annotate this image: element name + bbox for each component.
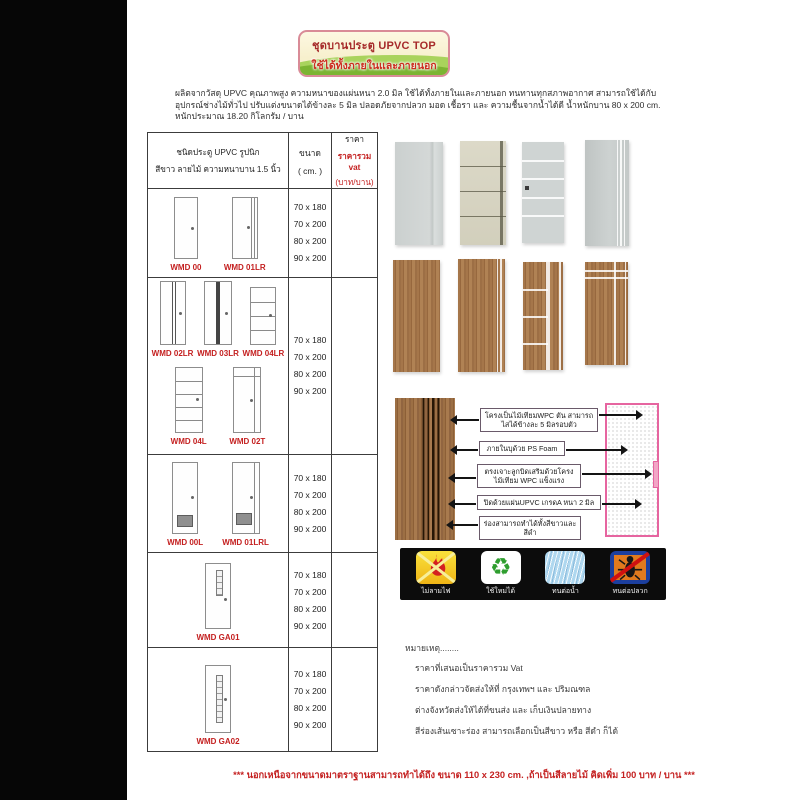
door-drawing-wmd-04lr (250, 287, 276, 345)
model-wmd-02t (229, 367, 265, 451)
header-price-line3: (บาท/บาน) (335, 177, 374, 187)
door-handle-dot (225, 312, 228, 315)
door-photo-line (523, 316, 548, 318)
door-photo-white-grooved (460, 141, 506, 245)
arrow-right-icon (582, 473, 650, 475)
door-drawing-wmd-ga02 (205, 665, 231, 733)
model-label: WMD 02T (229, 436, 266, 446)
door-groove-line (176, 394, 202, 395)
door-drawing-wmd-00l (172, 462, 198, 534)
door-photo-line (497, 259, 499, 372)
size-option: 70 x 180 (293, 202, 327, 213)
left-black-strip (0, 0, 127, 800)
door-handle-dot (191, 227, 194, 230)
arrow-left-icon (450, 503, 476, 505)
door-handle-dot (196, 398, 199, 401)
door-handle-dot (224, 698, 227, 701)
door-groove-line (251, 198, 252, 258)
door-drawing-wmd-01lrl (232, 462, 260, 534)
water-resistant-icon (545, 551, 585, 584)
door-groove-line (254, 368, 255, 432)
door-photo-line (625, 262, 627, 365)
price-cell-empty (332, 648, 377, 751)
door-photo-wood-vlines (458, 259, 505, 372)
door-photo-line (559, 262, 561, 370)
door-photo-wood-plain (393, 260, 440, 372)
door-handle-dot (250, 399, 253, 402)
table-row (148, 553, 377, 649)
door-drawing-wmd-ga01 (205, 563, 231, 629)
door-groove-line (234, 376, 260, 377)
notes-title: หมายเหตุ........ (405, 643, 459, 653)
size-option: 70 x 180 (293, 472, 327, 483)
door-photo-handle (525, 186, 529, 190)
model-label: WMD 04L (170, 436, 207, 446)
note-line: ราคาดังกล่าวจัดส่งให้ที่ กรุงเทพฯ และ ปริมณฑล (415, 684, 591, 694)
feature-badges-bar (400, 548, 666, 600)
badge-recycle (472, 551, 530, 597)
size-option: 80 x 200 (293, 603, 327, 614)
header-size-line2: ( cm. ) (297, 165, 323, 176)
door-photo-line (620, 140, 622, 246)
size-list (289, 189, 332, 277)
arrow-left-icon (448, 524, 478, 526)
model-wmd-02lr (152, 281, 194, 363)
size-list (289, 648, 332, 751)
model-wmd-03lr (197, 281, 239, 363)
door-groove-stripe (216, 282, 220, 344)
note-line: ต่างจังหวัดส่งให้ได้ที่ขนส่ง และ เก็บเงินปลายทาง (415, 705, 592, 715)
door-groove-line (172, 282, 173, 344)
model-label: WMD 02LR (151, 349, 194, 359)
header-size-line1: ขนาด (299, 147, 321, 158)
table-row (148, 648, 377, 751)
door-groove-line (176, 407, 202, 408)
door-vent-panel (236, 513, 252, 525)
title-banner (298, 30, 450, 77)
door-photo-line (500, 141, 503, 245)
table-row (148, 455, 377, 553)
door-photo-line (617, 140, 619, 246)
footer-note: *** นอกเหนือจากขนาดมาตราฐานสามารถทำได้ถึง ขนาด 110 x 230 cm. ,ถ้าเป็นสีลายไม้ คิดเพิ่ม 100 บาท / บาน *** (233, 770, 695, 780)
badge-label: ไม่ลามไฟ (421, 588, 451, 595)
door-photo-line (523, 343, 548, 345)
size-option: 80 x 200 (293, 236, 327, 247)
callout-knob-reinforce: ตรงเจาะลูกบิดเสริมด้วยโครงไม้เทียม WPC แข็งแรง (477, 464, 581, 488)
door-handle-dot (247, 226, 250, 229)
door-glass-strip (216, 570, 223, 596)
model-wmd-01lr (224, 197, 266, 277)
header-product-line2: สีขาว ลายไม้ ความหนาบาน 1.5 นิ้ว (155, 164, 281, 174)
arrow-left-icon (452, 419, 479, 421)
badge-label: ทนต่อปลวก (612, 588, 648, 595)
door-groove-line (254, 198, 255, 258)
model-wmd-00 (170, 197, 201, 277)
header-price (332, 133, 377, 188)
arrow-left-icon (452, 449, 478, 451)
size-option: 90 x 200 (293, 620, 327, 631)
model-label: WMD GA01 (196, 633, 240, 643)
banner-title: ชุดบานประตู UPVC TOP (312, 40, 436, 52)
model-wmd-04lr (243, 287, 285, 363)
model-label: WMD 00L (167, 537, 204, 547)
door-drawing-wmd-04l (175, 367, 203, 433)
no-flame-icon (416, 551, 456, 584)
price-cell-empty (332, 455, 377, 552)
size-option: 70 x 180 (293, 569, 327, 580)
door-photo-line (614, 262, 616, 365)
door-drawing-wmd-03lr (204, 281, 232, 345)
door-photo-line (522, 197, 564, 199)
door-groove-line (176, 420, 202, 421)
callout-upvc-sheet: ปิดด้วยแผ่นUPVC เกรดA หนา 2 มิล (477, 495, 601, 510)
table-row (148, 278, 377, 455)
door-photo-white-lined (522, 142, 564, 243)
model-wmd-00l (167, 462, 203, 552)
size-option: 70 x 200 (293, 219, 327, 230)
door-vent-panel (177, 515, 193, 527)
size-option: 90 x 200 (293, 720, 327, 731)
callout-groove-colors: ร่องสามารถทำได้ทั้งสีขาวและสีดำ (479, 516, 581, 540)
callout-wpc-frame: โครงเป็นไม้เทียมWPC ตัน สามารถไสได้ข้างละ 5 มิลรอบตัว (480, 408, 598, 432)
header-price-line2: ราคารวม vat (337, 151, 372, 172)
recycle-icon: ♻ (481, 551, 521, 584)
door-drawing-wmd-02lr (160, 281, 186, 345)
size-list (289, 553, 332, 648)
arrow-left-icon (450, 477, 476, 479)
product-table (147, 132, 378, 752)
size-option: 90 x 200 (293, 523, 327, 534)
door-photo-line (522, 160, 564, 162)
door-photo-line (585, 277, 628, 279)
notes-section (405, 641, 675, 745)
door-photo-line (548, 262, 550, 370)
price-cell-empty (332, 553, 377, 648)
badge-label: ทนต่อน้ำ (551, 588, 579, 595)
arrow-right-icon (599, 414, 641, 416)
callout-ps-foam: ภายในบุด้วย PS Foam (479, 441, 565, 456)
table-header-row (148, 133, 377, 189)
size-option: 90 x 200 (293, 386, 327, 397)
size-option: 70 x 200 (293, 352, 327, 363)
model-wmd-ga02 (196, 665, 239, 751)
size-list (289, 278, 332, 454)
header-size (289, 133, 332, 188)
badge-water-resistant (536, 551, 594, 597)
price-cell-empty (332, 189, 377, 277)
model-label: WMD 04LR (242, 349, 285, 359)
door-photo-line (624, 140, 626, 246)
size-option: 80 x 200 (293, 506, 327, 517)
door-glass-strip (216, 675, 223, 723)
table-row (148, 189, 377, 278)
model-label: WMD 00 (170, 262, 202, 272)
header-price-line1: ราคา (344, 134, 365, 144)
arrow-right-icon (566, 449, 626, 451)
door-groove-line (251, 316, 275, 317)
door-groove-line (175, 282, 176, 344)
model-wmd-04l (171, 367, 207, 451)
size-option: 70 x 200 (293, 586, 327, 597)
model-wmd-01lrl (222, 462, 269, 552)
door-photo-wood-grid (523, 262, 563, 370)
size-option: 70 x 180 (293, 335, 327, 346)
size-option: 70 x 200 (293, 686, 327, 697)
door-drawing-wmd-02t (233, 367, 261, 433)
model-label: WMD 01LR (223, 262, 266, 272)
door-handle-dot (250, 496, 253, 499)
size-option: 80 x 200 (293, 703, 327, 714)
size-option: 90 x 200 (293, 253, 327, 264)
door-photo-white-plain (395, 142, 443, 245)
model-label: WMD 01LRL (222, 537, 269, 547)
size-list (289, 455, 332, 552)
note-line: ราคาที่เสนอเป็นราคารวม Vat (415, 663, 523, 673)
door-groove-line (251, 302, 275, 303)
door-groove-line (254, 463, 255, 533)
door-drawing-wmd-00 (174, 197, 198, 259)
badge-label: ใช้ใหม่ได้ (486, 588, 516, 595)
note-line: สีร่องเส้นเซาะร่อง สามารถเลือกเป็นสีขาว หรือ สีดำ ก็ได้ (415, 726, 618, 736)
door-drawing-wmd-01lr (232, 197, 258, 259)
banner-subtitle: ใช้ได้ทั้งภายในและภายนอก (311, 60, 437, 72)
door-photo-white-vlines (585, 140, 629, 246)
arrow-right-icon (602, 503, 640, 505)
price-cell-empty (332, 278, 377, 454)
size-option: 80 x 200 (293, 369, 327, 380)
door-groove-line (251, 330, 275, 331)
door-photo-line (523, 289, 548, 291)
header-product-type (148, 133, 289, 188)
badge-termite-proof (601, 551, 659, 597)
door-handle-dot (191, 496, 194, 499)
badge-no-flame (407, 551, 465, 597)
model-label: WMD 03LR (197, 349, 239, 359)
door-groove-line (176, 381, 202, 382)
door-photo-line (522, 178, 564, 180)
size-option: 70 x 180 (293, 669, 327, 680)
header-product-line1: ชนิดประตู UPVC รูปนิก (176, 147, 260, 157)
size-option: 70 x 200 (293, 489, 327, 500)
door-handle-dot (179, 312, 182, 315)
door-photo-line (522, 215, 564, 217)
door-photo-line (585, 270, 628, 272)
product-description: ผลิตจากวัสดุ UPVC คุณภาพสูง ความหนาของแผ่นหนา 2.0 มิล ใช้ได้ทั้งภายในและภายนอก ทนทานทุกสภาพอากาศ สามารถใช้ได้กับอุปกรณ์ช่างไม้ทั่วไป ปรับแต่งขนาดได้ข้างละ 5 มิล ปลอดภัยจากปลวก มอด เชื้อรา และ ความชื้นจากน้ำได้ดี น้ำหนักบาน 80 x 200 cm. หนักประมาณ 18.20 กิโลกรัม / บาน (175, 88, 661, 121)
model-wmd-ga01 (196, 563, 239, 647)
door-photo-line (500, 259, 502, 372)
door-photo-wood-toplines (585, 262, 628, 365)
termite-proof-icon (610, 551, 650, 584)
door-handle-dot (224, 598, 227, 601)
model-label: WMD GA02 (196, 737, 240, 746)
